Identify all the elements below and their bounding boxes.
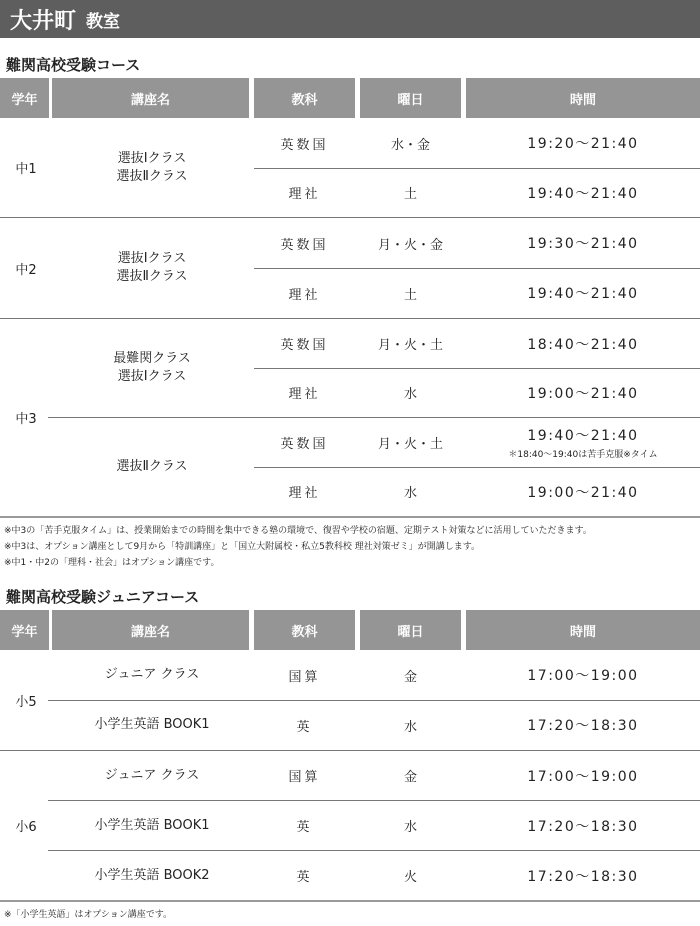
time-text: 19:40〜21:40 xyxy=(527,428,639,444)
table-bottom-border xyxy=(0,900,700,902)
time-cell: 19:00〜21:40 xyxy=(527,385,639,402)
column-header-subject: 教科 xyxy=(254,610,355,650)
subject-cell: 英数国 xyxy=(280,338,329,353)
course-name: ジュニア クラス xyxy=(104,767,200,783)
day-cell: 金 xyxy=(403,770,417,785)
course-name: 小学生英語 BOOK1 xyxy=(94,817,210,833)
grade-cell: 小6 xyxy=(15,820,37,835)
day-cell: 水 xyxy=(403,719,417,735)
table-header xyxy=(0,78,700,118)
time-cell: 17:00〜19:00 xyxy=(527,768,639,785)
time-cell: 17:00〜19:00 xyxy=(527,668,639,684)
column-header-grade: 学年 xyxy=(0,610,49,650)
time-cell: 19:20〜21:40 xyxy=(527,136,639,152)
text-line: 最難関クラス xyxy=(113,351,191,366)
column-header-day: 曜日 xyxy=(360,610,461,650)
column-header-grade: 学年 xyxy=(0,78,49,118)
subject-cell: 理社 xyxy=(288,187,321,202)
subject-cell: 理社 xyxy=(288,287,321,303)
section-title: 難関高校受験コース xyxy=(6,56,141,74)
column-header-course: 講座名 xyxy=(52,610,249,650)
day-cell: 水 xyxy=(403,387,417,402)
grade-cell: 中2 xyxy=(15,262,37,278)
time-cell: 19:00〜21:40 xyxy=(527,484,639,501)
subject-cell: 英数国 xyxy=(280,437,329,452)
school-subtitle: 教室 xyxy=(86,11,121,32)
day-cell: 火 xyxy=(403,870,417,885)
day-cell: 土 xyxy=(403,287,417,303)
subject-cell: 英 xyxy=(296,820,313,835)
text-line: 選抜Ⅱクラス xyxy=(116,168,188,184)
day-cell: 月・火・金 xyxy=(377,237,443,253)
time-cell: 17:20〜18:30 xyxy=(527,818,639,835)
course-name: 小学生英語 BOOK1 xyxy=(94,717,210,732)
subject-cell: 理社 xyxy=(288,486,321,501)
footnote: ※中3の「苦手克服タイム」は、授業開始までの時間を集中できる塾の環境で、復習や学校の宿題、定期テスト対策などに活用していただきます。 xyxy=(4,526,592,536)
subject-cell: 英数国 xyxy=(280,237,329,253)
course-name xyxy=(52,218,252,318)
course-name xyxy=(52,118,252,217)
grade-cell: 中1 xyxy=(15,162,37,177)
course-name: 小学生英語 BOOK2 xyxy=(94,867,210,883)
time-cell: 19:40〜21:40 xyxy=(527,286,639,302)
subject-cell: 国算 xyxy=(288,770,321,785)
table-bottom-border xyxy=(0,516,700,518)
subject-cell: 国算 xyxy=(288,669,321,685)
time-cell: 17:20〜18:30 xyxy=(527,868,639,885)
day-cell: 水 xyxy=(403,486,417,501)
subject-cell: 理社 xyxy=(288,387,321,402)
time-cell: 19:40〜21:40 xyxy=(527,185,639,202)
time-cell: 18:40〜21:40 xyxy=(527,336,639,353)
course-name: 選抜Ⅱクラス xyxy=(116,459,188,474)
text-line: 選抜Ⅰクラス xyxy=(117,251,187,266)
column-header-course: 講座名 xyxy=(52,78,249,118)
grade-cell: 小5 xyxy=(15,694,37,710)
table-header xyxy=(0,610,700,650)
day-cell: 月・火・土 xyxy=(377,338,443,353)
day-cell: 土 xyxy=(403,187,417,202)
subject-cell: 英 xyxy=(296,719,313,735)
grade-cell: 中3 xyxy=(15,412,37,427)
subject-cell: 英 xyxy=(296,870,313,885)
day-cell: 水・金 xyxy=(390,137,430,153)
section-title: 難関高校受験ジュニアコース xyxy=(6,588,200,606)
footnote: ※「小学生英語」はオプション講座です。 xyxy=(4,910,173,920)
column-header-time: 時間 xyxy=(466,610,700,650)
column-header-time: 時間 xyxy=(466,78,700,118)
subject-cell: 英数国 xyxy=(280,137,329,153)
column-header-subject: 教科 xyxy=(254,78,355,118)
school-name: 大井町 xyxy=(10,8,77,34)
text-line: 選抜Ⅱクラス xyxy=(116,269,188,284)
title-banner xyxy=(0,0,700,38)
day-cell: 水 xyxy=(403,820,417,835)
footnote: ※中1・中2の「理科・社会」はオプション講座です。 xyxy=(4,558,220,568)
time-cell: 19:30〜21:40 xyxy=(527,236,639,252)
time-footnote: ＊18:40〜19:40は苦手克服※タイム xyxy=(508,450,658,460)
column-header-day: 曜日 xyxy=(360,78,461,118)
course-name: ジュニア クラス xyxy=(104,667,200,682)
footnote: ※中3は、オプション講座として9月から「特訓講座」と「国立大附属校・私立5教科校 理社対策ゼミ」が開講します。 xyxy=(4,542,481,552)
text-line: 選抜Ⅰクラス xyxy=(117,369,187,384)
course-name xyxy=(52,319,252,417)
day-cell: 月・火・土 xyxy=(377,437,443,452)
day-cell: 金 xyxy=(403,669,417,685)
time-cell: 17:20〜18:30 xyxy=(527,718,639,734)
text-line: 選抜Ⅰクラス xyxy=(117,150,187,166)
time-cell xyxy=(466,418,700,467)
